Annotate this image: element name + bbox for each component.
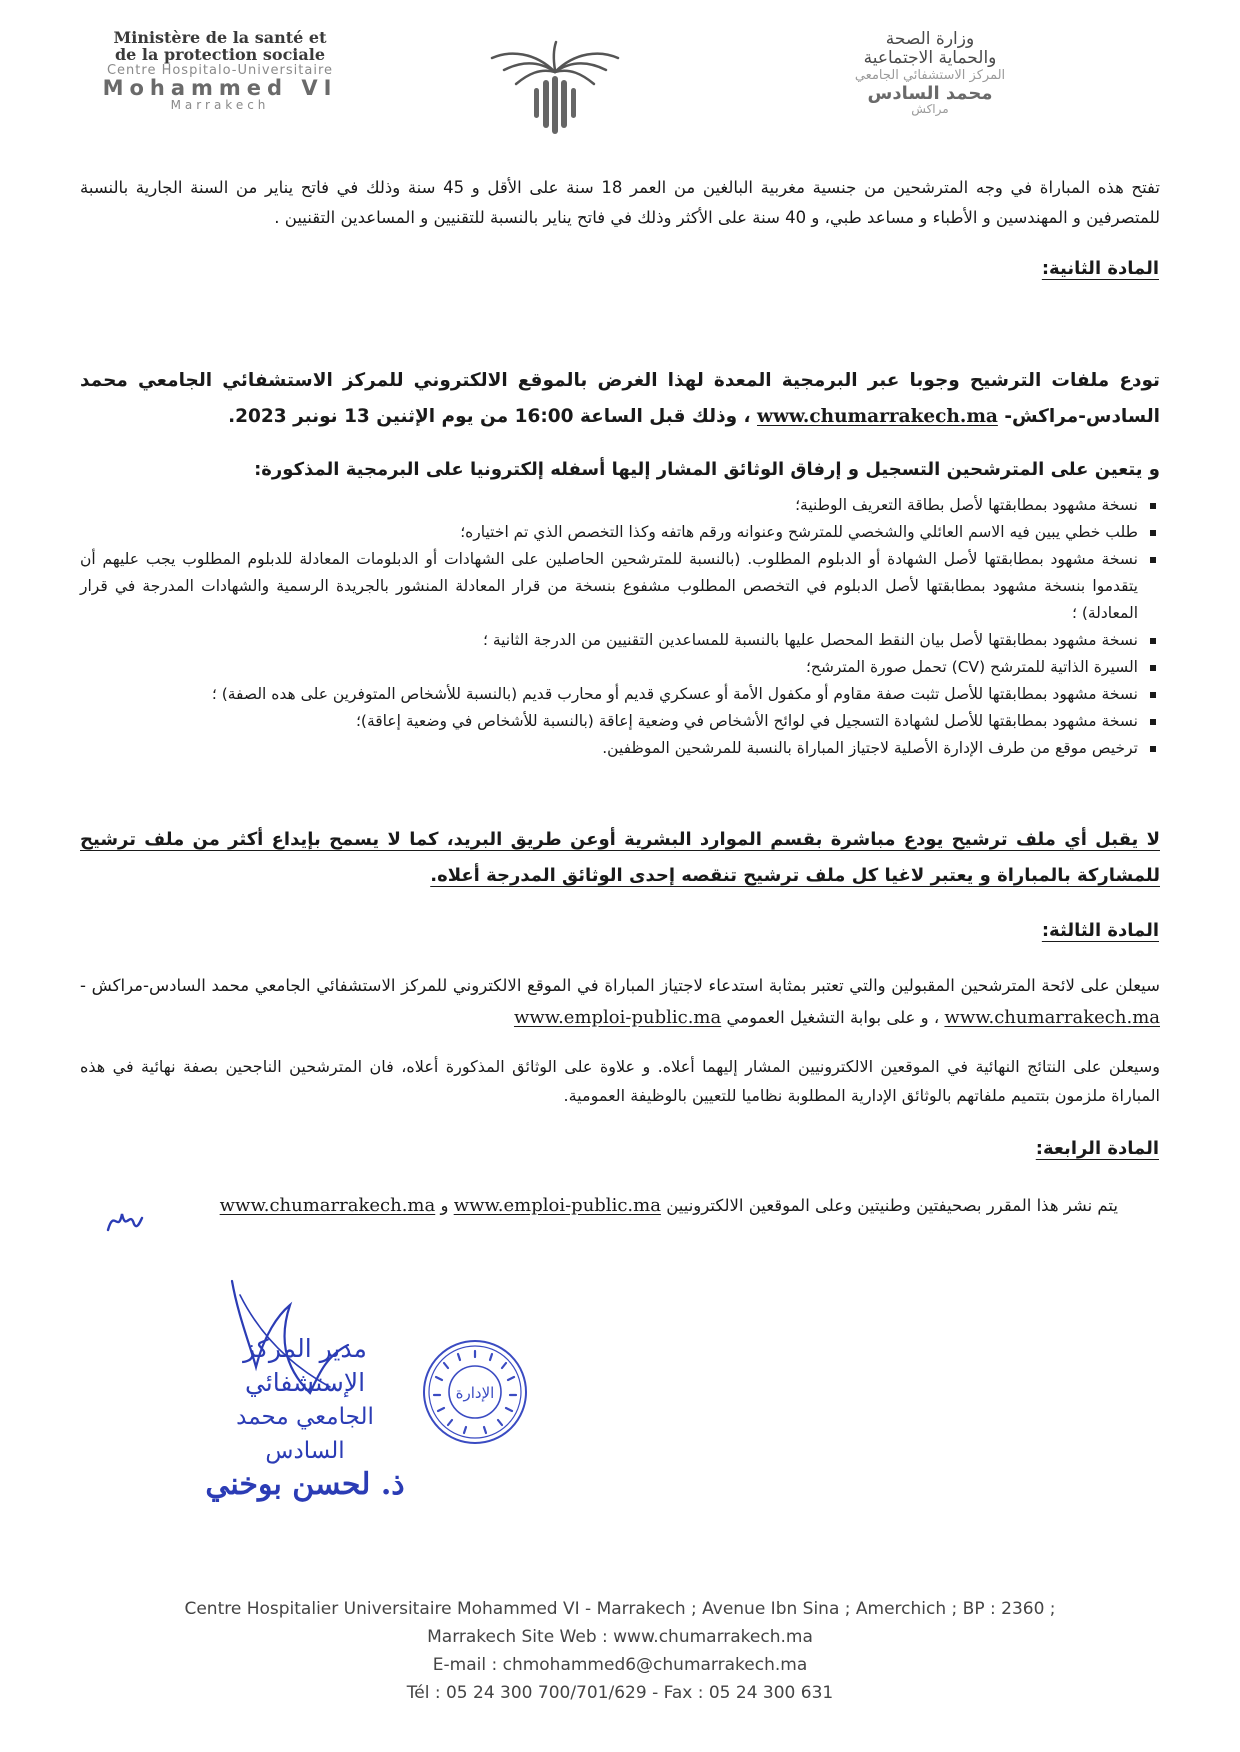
article-3-heading: المادة الثالثة:	[1041, 920, 1159, 941]
article-4-publication-text: يتم نشر هذا المقرر بصحيفتين وطنيتين وعلى الموقعين الالكترونيين	[666, 1196, 1118, 1215]
hospital-name-fr-mohammed: Mohammed VI	[102, 76, 338, 101]
ministry-name-fr-line1: Ministère de la santé et	[113, 28, 327, 47]
emploi-public-link[interactable]: www.emploi-public.ma	[513, 1007, 722, 1028]
initials-paraphe-icon	[104, 1200, 144, 1240]
signatory-title-line2: الجامعي محمد السادس	[236, 1404, 374, 1464]
official-stamp-icon	[420, 1337, 530, 1447]
list-item: نسخة مشهود بمطابقتها للأصل لشهادة التسجيل في لوائح الأشخاص في وضعية إعاقة (بالنسبة للأشخاص في وضعية إعاقة)؛	[80, 708, 1160, 735]
hospital-name-fr: Centre Hospitalo-Universitaire	[106, 62, 334, 78]
chumarrakech-link[interactable]: www.chumarrakech.ma	[757, 406, 998, 427]
article-2-submission-paragraph	[80, 363, 1160, 435]
list-item: نسخة مشهود بمطابقتها لأصل بيان النقط المحصل عليها بالنسبة للمساعدين التقنيين من الدرجة الثانية ؛	[80, 627, 1160, 654]
article-4-publication-paragraph	[118, 1192, 1118, 1220]
ministry-name-ar-line2: والحماية الاجتماعية	[863, 47, 997, 68]
footer	[120, 1595, 1120, 1707]
list-item: ترخيص موقع من طرف الإدارة الأصلية لاجتياز المباراة بالنسبة للمرشحين الموظفين.	[80, 735, 1160, 762]
stamp-center-text: الإدارة	[455, 1384, 495, 1402]
article-3-admitted-list-paragraph	[80, 970, 1160, 1034]
footer-email: E-mail : chmohammed6@chumarrakech.ma	[432, 1655, 808, 1675]
chumarrakech-link[interactable]: www.chumarrakech.ma	[944, 1007, 1160, 1028]
header-arabic-block	[760, 30, 1100, 117]
hospital-city-fr: Marrakech	[170, 98, 270, 113]
hospital-name-ar: المركز الاستشفائي الجامعي	[854, 68, 1006, 84]
emploi-public-link[interactable]: www.emploi-public.ma	[453, 1195, 661, 1216]
article-4-heading: المادة الرابعة:	[1035, 1138, 1159, 1159]
signatory-block	[205, 1332, 405, 1502]
list-item: نسخة مشهود بمطابقتها لأصل الشهادة أو الدبلوم المطلوب. (بالنسبة للمترشحين الحاصلين على الشهادات أو الدبلومات المعادلة للدبلوم المطلوب يجب عليهم أن يتقدموا بنسخة مشهود بمطابقتها لأصل الدبلوم في التخصص المطلوب مشفوع بنسخة من قرار المعادلة المنشور بالجريدة الرسمية والشهادات المدرجة في قرار المعادلة) ؛	[80, 546, 1160, 627]
list-item: السيرة الذاتية للمترشح (CV) تحمل صورة المترشح؛	[80, 654, 1160, 681]
footer-website: Marrakech Site Web : www.chumarrakech.ma	[427, 1627, 813, 1647]
signatory-name: ذ. لحسن بوخني	[205, 1467, 405, 1502]
article-2-submission-text: تودع ملفات الترشيح وجوبا عبر البرمجية المعدة لهذا الغرض بالموقع الالكتروني للمركز الاستشفائي الجامعي محمد السادس-مراكش-	[80, 370, 1160, 427]
header-french-block	[40, 30, 400, 112]
ministry-name-ar-line1: وزارة الصحة	[885, 29, 975, 49]
chumarrakech-link[interactable]: www.chumarrakech.ma	[219, 1195, 436, 1216]
palm-tree-emblem-icon	[490, 40, 620, 140]
footer-phone-fax: Tél : 05 24 300 700/701/629 - Fax : 05 24 300 631	[406, 1683, 834, 1703]
article-4-and-text: و	[440, 1196, 449, 1215]
article-2-required-docs-intro: و يتعين على المترشحين التسجيل و إرفاق الوثائق المشار إليها أسفله إلكترونيا على البرمجية المذكورة:	[254, 459, 1160, 480]
ministry-name-fr-line2: de la protection sociale	[114, 44, 326, 64]
list-item: نسخة مشهود بمطابقتها لأصل بطاقة التعريف الوطنية؛	[80, 492, 1160, 519]
rejection-warning: لا يقبل أي ملف ترشيح يودع مباشرة بقسم الموارد البشرية أوعن طريق البريد، كما لا يسمح بإيداع أكثر من ملف ترشيح للمشاركة بالمباراة و يعتبر لاغيا كل ملف ترشيح تنقصه إحدى الوثائق المدرجة أعلاه.	[80, 829, 1160, 886]
article-2-deadline-text: ، وذلك قبل الساعة 16:00 من يوم الإثنين 13 نونبر 2023.	[228, 406, 751, 427]
required-documents-list-container	[80, 492, 1160, 762]
hospital-name-ar-mohammed: محمد السادس	[867, 82, 993, 104]
signatory-title-line1: مدير المركز الإستشفائي	[243, 1334, 367, 1397]
list-item: نسخة مشهود بمطابقتها للأصل تثبت صفة مقاوم أو مكفول الأمة أو عسكري قديم أو محارب قديم (بالنسبة للأشخاص المتوفرين على هده الصفة) ؛	[80, 681, 1160, 708]
intro-paragraph: تفتح هذه المباراة في وجه المترشحين من جنسية مغربية البالغين من العمر 18 سنة على الأقل و 45 سنة وذلك في فاتح يناير من السنة الجارية بالنسبة للمتصرفين و المهندسين و الأطباء و مساعد طبي، و 40 سنة على الأكثر وذلك في فاتح يناير بالنسبة للتقنيين و المساعدين التقنيين .	[80, 178, 1160, 227]
article-3-portal-text: ، و على بوابة التشغيل العمومي	[726, 1008, 940, 1027]
article-2-heading: المادة الثانية:	[1041, 258, 1159, 279]
article-3-final-results-paragraph: وسيعلن على النتائج النهائية في الموقعين الالكترونيين المشار إليهما أعلاه. و علاوة على الوثائق المذكورة أعلاه، فان المترشحين الناجحين بصفة نهائية في هذه المباراة ملزمون بتتميم ملفاتهم بالوثائق الإدارية المطلوبة نظاميا للتعيين بالوظيفة العمومية.	[80, 1057, 1160, 1105]
hospital-city-ar: مراكش	[911, 102, 949, 117]
required-documents-list	[80, 492, 1160, 762]
list-item: طلب خطي يبين فيه الاسم العائلي والشخصي للمترشح وعنوانه ورقم هاتفه وكذا التخصص الذي تم اختياره؛	[80, 519, 1160, 546]
article-3-admitted-list-text: سيعلن على لائحة المترشحين المقبولين والتي تعتبر بمثابة استدعاء لاجتياز المباراة في الموقع الالكتروني للمركز الاستشفائي الجامعي محمد السادس-مراكش -	[80, 976, 1160, 995]
footer-address: Centre Hospitalier Universitaire Mohammed VI - Marrakech ; Avenue Ibn Sina ; Amerchich ; BP : 2360 ;	[184, 1599, 1056, 1619]
